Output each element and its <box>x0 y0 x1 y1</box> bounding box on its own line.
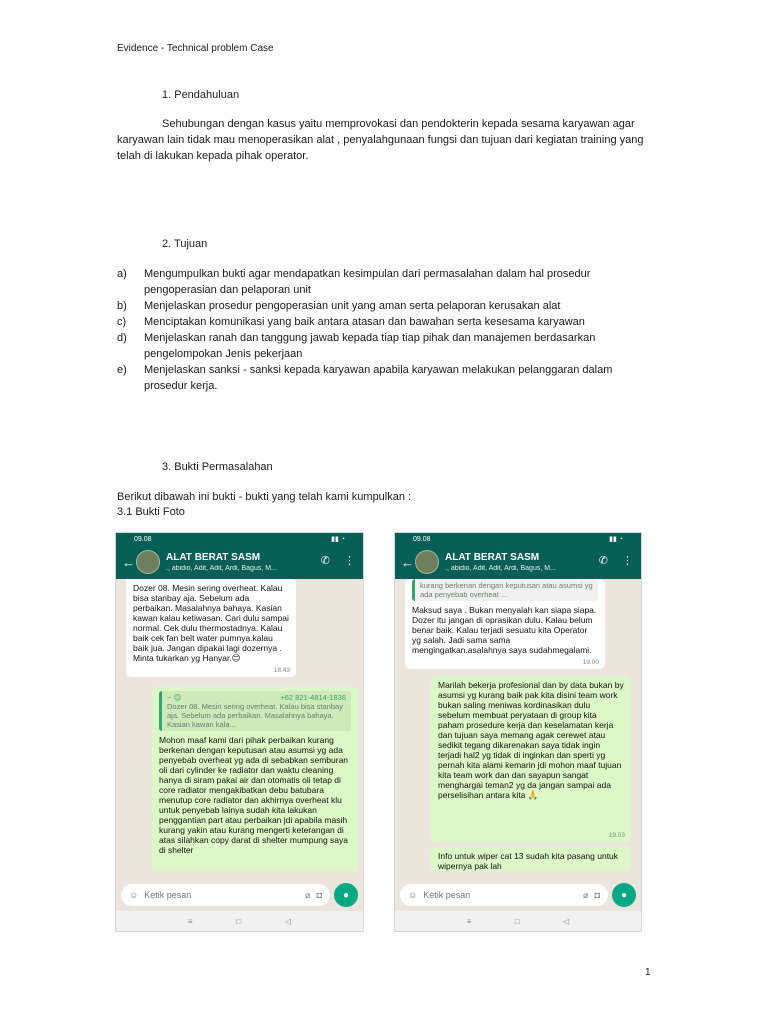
group-name: ALAT BERAT SASM <box>445 551 540 563</box>
message-text: Maksud saya . Bukan menyalah kan siapa siapa. Dozer itu jangan di oprasikan dulu. Kalau belum benar baik. Kalau terjadi sesuatu kita Operator yg salah. Jadi sama sama mengingatkan.asalahnya saya sudahmegalami. <box>412 605 597 655</box>
mic-button[interactable] <box>612 883 636 907</box>
goal-marker: e) <box>117 364 127 376</box>
back-arrow-icon[interactable]: ← <box>122 554 135 570</box>
chat-screenshot-1 <box>115 532 364 932</box>
android-nav-bar <box>395 911 641 931</box>
call-add-icon[interactable]: ✆ <box>598 555 608 567</box>
section-3-intro: Berikut dibawah ini bukti - bukti yang telah kami kumpulkan : <box>117 491 412 503</box>
emoji-icon[interactable]: ☺ <box>129 890 139 900</box>
group-members: ., abidio, Adit, Adit, Ardi, Bagus, M... <box>445 564 556 572</box>
attach-icon[interactable]: ⌀ <box>305 889 311 900</box>
camera-icon[interactable]: ◘ <box>594 890 600 900</box>
outgoing-message[interactable] <box>431 676 631 842</box>
more-menu-icon[interactable]: ⋮ <box>622 555 633 567</box>
goal-marker: b) <box>117 300 127 312</box>
status-bar <box>395 533 641 545</box>
goal-marker: d) <box>117 332 127 344</box>
nav-back-icon[interactable]: ◁ <box>284 916 292 926</box>
chat-app-bar <box>116 545 363 579</box>
quoted-message[interactable] <box>159 691 351 731</box>
more-menu-icon[interactable]: ⋮ <box>344 555 355 567</box>
page-number: 1 <box>645 967 651 978</box>
outgoing-message[interactable] <box>431 847 631 871</box>
quote-text: Dozer 08. Mesin sering overheat. Kalau bisa stanbay aja. Sebelum ada perbaikan. Masalahnya bahaya. Kasian kawan kala... <box>167 702 343 729</box>
goal-item <box>117 298 647 314</box>
call-add-icon[interactable]: ✆ <box>320 555 330 567</box>
camera-icon[interactable]: ◘ <box>316 890 322 900</box>
goal-text: Menjelaskan prosedur pengoperasian unit yang aman serta pelaporan kerusakan alat <box>144 300 561 312</box>
emoji-icon[interactable]: ☺ <box>408 890 418 900</box>
home-icon[interactable]: □ <box>514 916 520 926</box>
section-2-title: 2. Tujuan <box>162 238 208 250</box>
message-input-bar <box>121 882 358 908</box>
section-3-subtitle: 3.1 Bukti Foto <box>117 506 185 518</box>
recent-apps-icon[interactable]: ≡ <box>466 916 472 926</box>
section-1-body: Sehubungan dengan kasus yaitu memprovokasi dan pendokterin kepada sesama karyawan agar karyawan lain tidak mau menoperasikan alat , penyalahgunaan fungsi dan tujuan dari kegiatan training yang telah di lakukan kepada pihak operator. <box>117 118 644 162</box>
goal-marker: a) <box>117 268 127 280</box>
goal-marker: c) <box>117 316 127 328</box>
quote-text: kurang berkenan dengan keputusan atau asumsi yg ada penyebab overheat ... <box>420 581 593 599</box>
home-icon[interactable]: □ <box>236 916 242 926</box>
nav-back-icon[interactable]: ◁ <box>563 916 570 926</box>
goal-item <box>117 314 647 330</box>
message-text: Dozer 08. Mesin sering overheat. Kalau bisa stanbay aja. Sebelum ada perbaikan. Masalahnya bahaya. Kasian kawan kalau ketiwasan. Cari dulu sampai normal. Cek dulu thermostadnya. Kalau baik cek fan belt water pumnya.kalau baik jua. Jangan dipakai lagi dozernya . Minta tukarkan yg Hanyar.😊 <box>133 583 289 663</box>
goal-text: Menjelaskan sanksi - sanksi kepada karyawan apabila karyawan melakukan pelanggaran dalam prosedur kerja. <box>144 364 613 392</box>
section-3-title: 3. Bukti Permasalahan <box>162 461 273 473</box>
message-input[interactable] <box>121 884 330 906</box>
group-avatar[interactable] <box>415 550 439 574</box>
status-icons: ▮▮ ◔ <box>609 536 623 543</box>
group-members: ., abidio, Adit, Adit, Ardi, Bagus, M... <box>166 564 277 572</box>
mic-button[interactable] <box>334 883 358 907</box>
status-bar <box>116 533 363 545</box>
goal-item <box>117 362 647 394</box>
mic-icon: ● <box>620 889 628 901</box>
page-header: Evidence - Technical problem Case <box>117 43 274 54</box>
outgoing-message[interactable] <box>152 687 358 871</box>
group-name: ALAT BERAT SASM <box>166 551 261 563</box>
goals-list <box>117 266 647 394</box>
back-arrow-icon[interactable]: ← <box>401 554 414 570</box>
goal-text: Menjelaskan ranah dan tanggung jawab kepada tiap tiap pihak dan manajemen berdasarkan pengelompokan Jenis pekerjaan <box>144 332 596 360</box>
message-time: 18.43 <box>273 667 290 674</box>
goal-item <box>117 266 647 298</box>
message-text: Info untuk wiper cat 13 sudah kita pasang untuk wipernya pak lah <box>438 851 619 871</box>
goal-text: Mengumpulkan bukti agar mendapatkan kesimpulan dari permasalahan dalam hal prosedur pengoperasian dan pelaporan unit <box>144 268 591 296</box>
appbar-actions <box>321 554 355 567</box>
chat-area <box>395 579 641 871</box>
attach-icon[interactable]: ⌀ <box>583 889 589 900</box>
quoted-message[interactable] <box>412 579 598 601</box>
message-time: 19.00 <box>582 659 599 666</box>
incoming-message[interactable] <box>126 579 296 677</box>
mic-icon: ● <box>342 889 350 901</box>
goal-item <box>117 330 647 362</box>
message-text: Marilah bekerja profesional dan by data bukan by asumsi yg kurang baik pak kita disini team work bukan saling meniwas kordinasikan dulu sebelum membuat peryataan di group kita paham prosedure kerja dan keselamatan kerja dan tujuan saya memang agak cerewet atau sedikit tegang dikarenakan saya tidak ingin terjadi hal2 yg tidak di inginkan dan sperti yg pernah kita alami kemarin jdi mohon maaf tujuan kita team work dan dan sayapun sangat menghargai teman2 yg da jangan sampai ada perselisihan antara kita 🙏 <box>438 680 624 800</box>
chat-screenshot-2 <box>394 532 642 932</box>
chat-app-bar <box>395 545 641 579</box>
goal-text: Menciptakan komunikasi yang baik antara atasan dan bawahan serta kesesama karyawan <box>144 316 585 328</box>
incoming-message[interactable] <box>405 579 605 669</box>
input-placeholder: Ketik pesan <box>144 890 192 900</box>
message-input[interactable] <box>400 884 608 906</box>
group-info[interactable] <box>445 552 556 573</box>
section-1-title: 1. Pendahuluan <box>162 89 240 101</box>
android-nav-bar <box>116 911 363 931</box>
status-time: 09.08 <box>413 535 431 543</box>
chat-area <box>116 579 363 871</box>
quote-sender: ~ 😊 <box>167 693 182 702</box>
group-info[interactable] <box>166 552 277 573</box>
quote-phone: +62 821-4814-1836 <box>280 693 346 702</box>
message-time: 19.03 <box>608 832 625 839</box>
input-placeholder: Ketik pesan <box>423 890 471 900</box>
group-avatar[interactable] <box>136 550 160 574</box>
status-icons: ▮▮ ◔ <box>331 536 345 543</box>
message-input-bar <box>400 882 636 908</box>
appbar-actions <box>599 554 633 567</box>
status-time: 09.08 <box>134 535 152 543</box>
recent-apps-icon[interactable]: ≡ <box>187 916 193 926</box>
message-text: Mohon maaf kami dari pihak perbaikan kurang berkenan dengan keputusan atau asumsi yg ada penyebab overheat yg ada di sebabkan semburan oli dari cylinder ke radiator dan waktu cleaning hanya di siram pakai air dan otomatis oli tetap di core radiator mengakibatkan debu batubara menutup core radiator dan akhirnya overheat klu untuk penyebab lainya sudah kita lakukan penggantian part atau perbaikan jdi apabila masih kurang yakin atau kurang mengerti keterangan di atas silahkan copy darat di shelter mumpung saya di shelter <box>159 735 349 855</box>
